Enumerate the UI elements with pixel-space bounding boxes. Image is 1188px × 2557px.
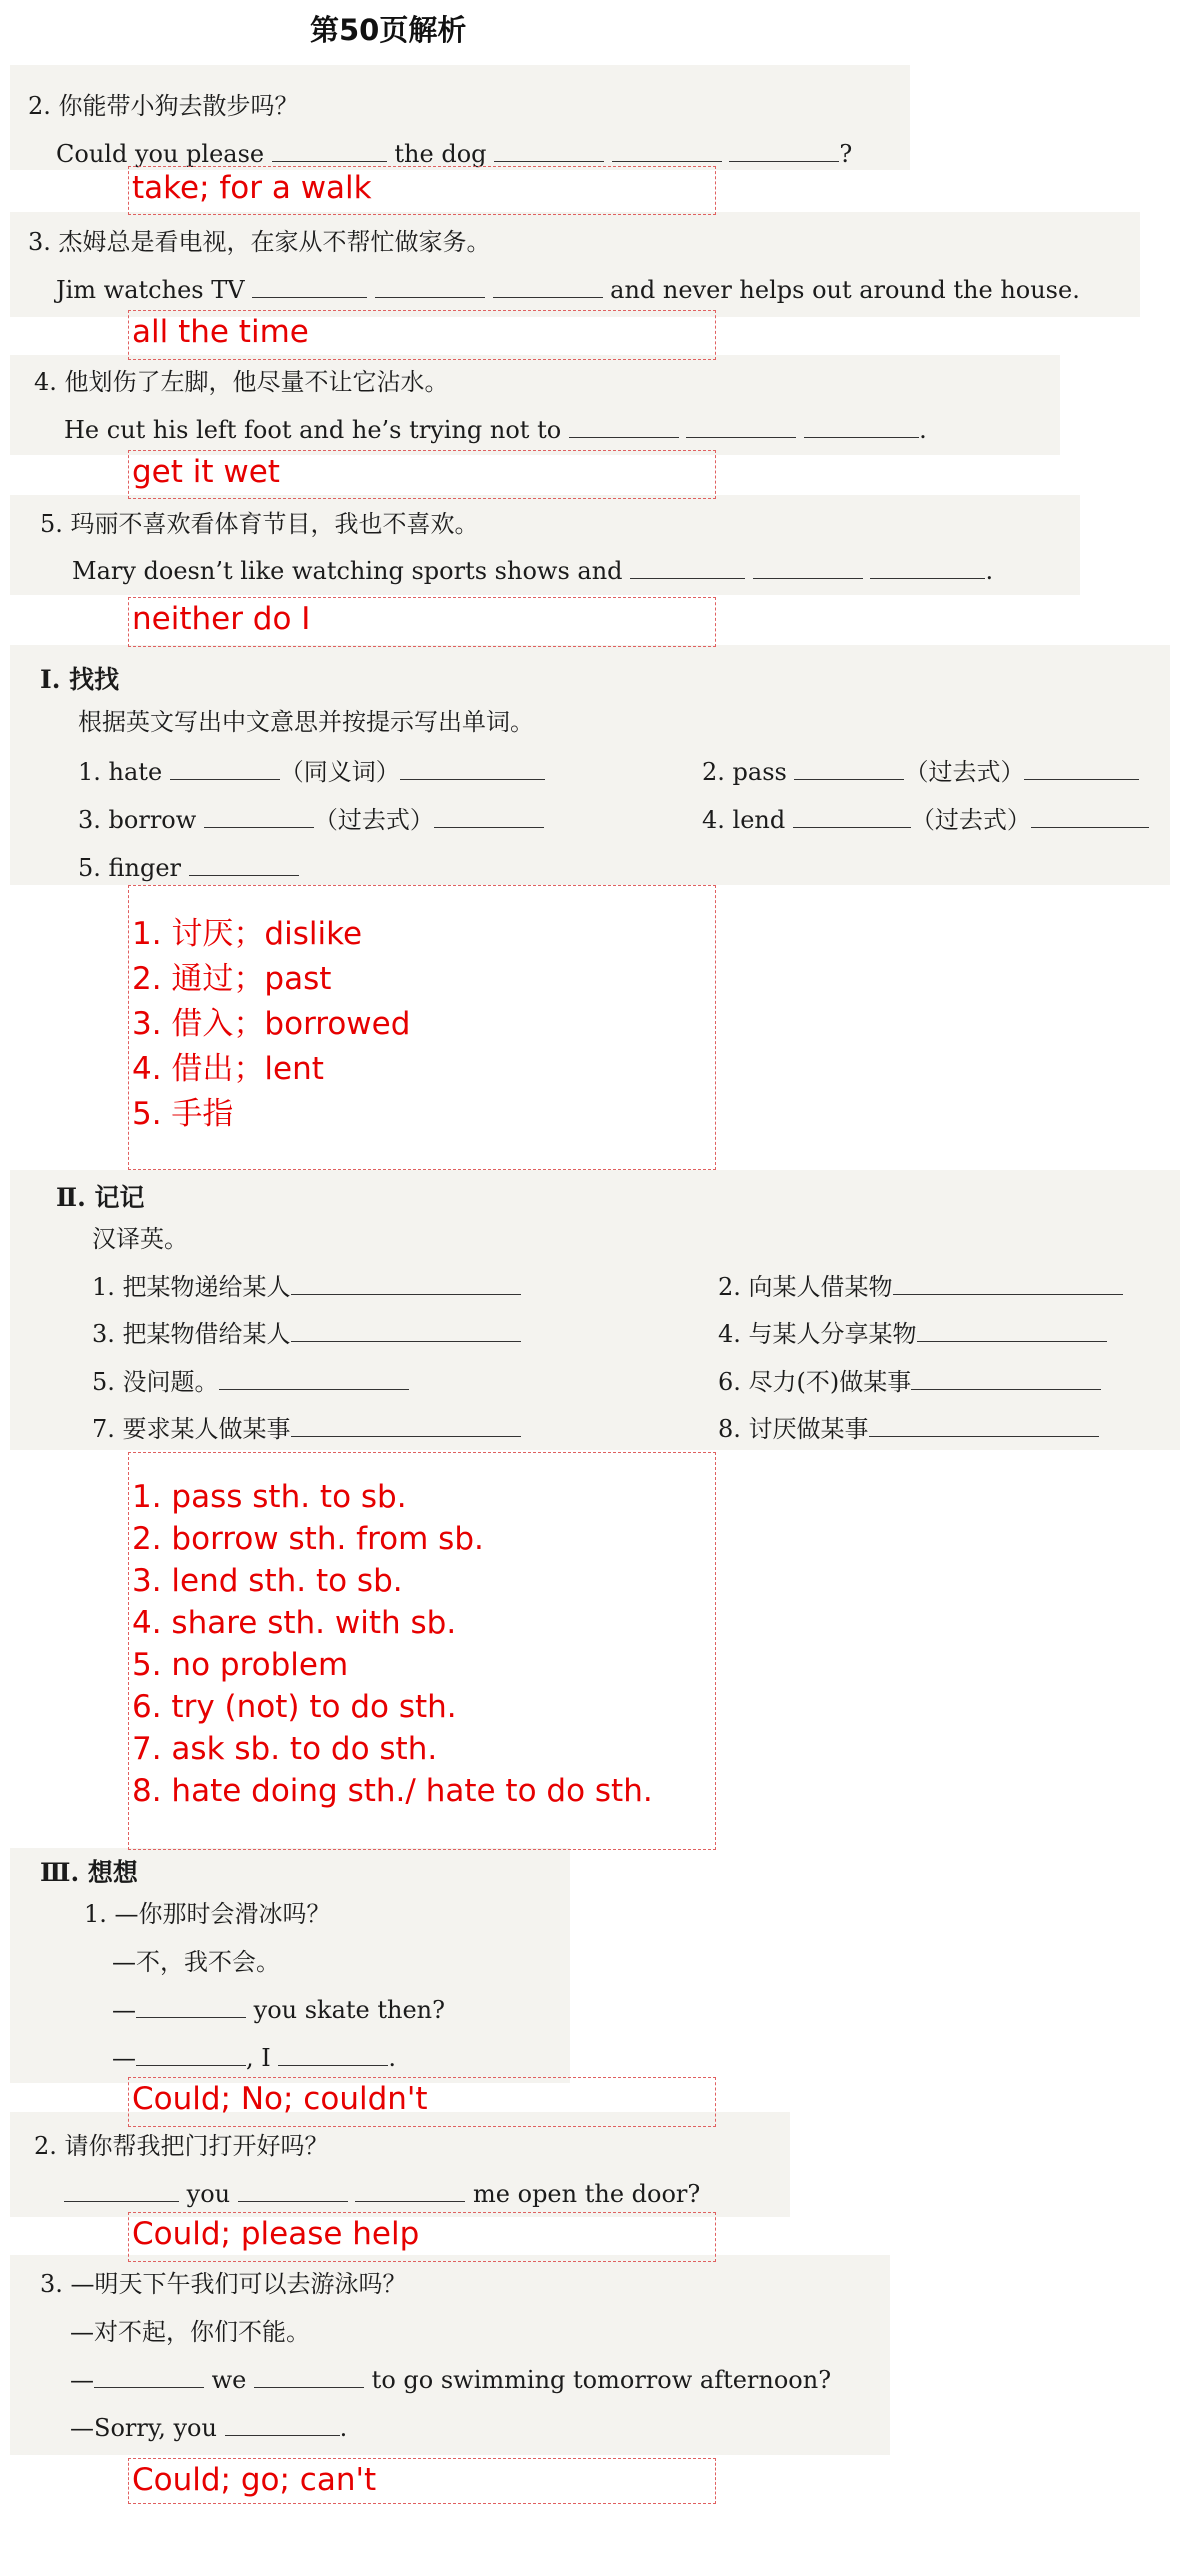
s3-q3-chinese-1: 3. —明天下午我们可以去游泳吗？ xyxy=(40,2270,407,2298)
blank xyxy=(355,2181,465,2202)
section1-item-5 xyxy=(78,854,299,883)
q3-english xyxy=(56,276,1080,305)
section1-heading: Ⅰ. 找找 xyxy=(40,665,120,694)
item-hint: （同义词） xyxy=(279,758,400,786)
q5-answer-box xyxy=(128,597,716,647)
s3-q3-english-1 xyxy=(70,2366,831,2395)
section2-item-3 xyxy=(92,1320,521,1349)
item-hint: （过去式） xyxy=(904,758,1025,786)
section2-instruction: 汉译英。 xyxy=(92,1225,188,1253)
blank xyxy=(278,2045,388,2066)
q2-text-b: the dog xyxy=(394,140,487,168)
q4-chinese: 4. 他划伤了左脚，他尽量不让它沾水。 xyxy=(34,368,449,396)
q3-chinese: 3. 杰姆总是看电视，在家从不帮忙做家务。 xyxy=(28,228,491,256)
q2-text-c: ? xyxy=(839,140,853,168)
q2-blank-3 xyxy=(612,141,722,162)
q2-answer-box xyxy=(128,166,716,215)
s3-q2-answer-box xyxy=(128,2212,716,2262)
item-text: 6. 尽力(不)做某事 xyxy=(718,1368,912,1396)
q4-text-b: . xyxy=(919,416,927,444)
item-word: 4. lend xyxy=(702,806,786,834)
blank xyxy=(136,1997,246,2018)
section2-answer-6: 6. try (not) to do sth. xyxy=(132,1689,457,1725)
q2-english xyxy=(56,140,852,169)
item-blank xyxy=(911,1369,1101,1390)
item-blank xyxy=(1024,759,1139,780)
q3-answer-box xyxy=(128,310,716,360)
section1-item-2 xyxy=(702,758,1139,787)
section1-answer-box xyxy=(128,885,716,1170)
item-word: 1. hate xyxy=(78,758,163,786)
s3-q1-english-1 xyxy=(112,1996,445,2025)
sentence-text: you skate then? xyxy=(253,1996,446,2024)
item-blank xyxy=(1031,807,1149,828)
section1-answer-1: 1. 讨厌；dislike xyxy=(132,916,363,952)
section1-item-1 xyxy=(78,758,545,787)
item-word: 5. finger xyxy=(78,854,182,882)
s3-q1-english-2 xyxy=(112,2044,396,2073)
section2-heading: Ⅱ. 记记 xyxy=(56,1183,145,1212)
item-blank xyxy=(291,1321,521,1342)
s3-q3-answer-box xyxy=(128,2458,716,2504)
item-text: 8. 讨厌做某事 xyxy=(718,1415,869,1443)
item-blank xyxy=(400,759,545,780)
q3-blank-2 xyxy=(375,277,485,298)
item-blank xyxy=(434,807,544,828)
item-text: 1. 把某物递给某人 xyxy=(92,1273,291,1301)
item-blank xyxy=(219,1369,409,1390)
item-blank xyxy=(204,807,314,828)
s3-q3-chinese-2: —对不起，你们不能。 xyxy=(70,2318,310,2346)
sentence-text: we xyxy=(211,2366,247,2394)
q3-blank-1 xyxy=(252,277,367,298)
section1-item-4 xyxy=(702,806,1149,835)
q3-text-a: Jim watches TV xyxy=(56,276,245,304)
section3-heading: Ⅲ. 想想 xyxy=(40,1858,138,1887)
section2-answer-8: 8. hate doing sth./ hate to do sth. xyxy=(132,1773,653,1809)
sentence-text: you xyxy=(186,2180,231,2208)
q4-blank-2 xyxy=(686,417,796,438)
q5-blank-2 xyxy=(753,558,863,579)
s3-q1-answer-box xyxy=(128,2077,716,2127)
q2-blank-2 xyxy=(494,141,604,162)
blank xyxy=(94,2367,204,2388)
item-text: 5. 没问题。 xyxy=(92,1368,219,1396)
section1-answer-3: 3. 借入；borrowed xyxy=(132,1006,411,1042)
q4-answer-box xyxy=(128,450,716,499)
q2-blank-4 xyxy=(729,141,839,162)
section1-answer-4: 4. 借出；lent xyxy=(132,1051,324,1087)
item-blank xyxy=(869,1416,1099,1437)
item-blank xyxy=(291,1274,521,1295)
q4-answer: get it wet xyxy=(132,454,280,490)
item-blank xyxy=(291,1416,521,1437)
item-blank xyxy=(893,1274,1123,1295)
item-blank xyxy=(170,759,280,780)
page-title: 第50页解析 xyxy=(310,13,467,47)
q5-blank-1 xyxy=(630,558,745,579)
q3-blank-3 xyxy=(493,277,603,298)
blank xyxy=(238,2181,348,2202)
blank xyxy=(254,2367,364,2388)
q2-blank-1 xyxy=(272,141,387,162)
s3-q2-answer: Could; please help xyxy=(132,2216,420,2252)
item-blank xyxy=(917,1321,1107,1342)
section2-item-1 xyxy=(92,1273,521,1302)
q4-blank-3 xyxy=(804,417,919,438)
q4-blank-1 xyxy=(569,417,679,438)
q3-text-b: and never helps out around the house. xyxy=(610,276,1080,304)
section2-answer-2: 2. borrow sth. from sb. xyxy=(132,1521,484,1557)
item-blank xyxy=(793,807,911,828)
sentence-text: to go swimming tomorrow afternoon? xyxy=(371,2366,832,2394)
section2-item-5 xyxy=(92,1368,409,1397)
section2-answer-4: 4. share sth. with sb. xyxy=(132,1605,457,1641)
sentence-text: , I xyxy=(246,2044,271,2072)
section2-answer-7: 7. ask sb. to do sth. xyxy=(132,1731,438,1767)
section2-answer-1: 1. pass sth. to sb. xyxy=(132,1479,407,1515)
s3-q1-chinese-1: 1. —你那时会滑冰吗？ xyxy=(84,1900,331,1928)
section2-answer-5: 5. no problem xyxy=(132,1647,349,1683)
item-hint: （过去式） xyxy=(910,806,1031,834)
section2-item-4 xyxy=(718,1320,1107,1349)
s3-q2-chinese: 2. 请你帮我把门打开好吗？ xyxy=(34,2132,329,2160)
scan-strip-section2 xyxy=(10,1170,1180,1450)
item-text: 7. 要求某人做某事 xyxy=(92,1415,291,1443)
section1-answer-2: 2. 通过；past xyxy=(132,961,332,997)
s3-q3-english-2 xyxy=(70,2414,347,2443)
section2-item-8 xyxy=(718,1415,1099,1444)
section2-item-6 xyxy=(718,1368,1101,1397)
s3-q1-answer: Could; No; couldn't xyxy=(132,2081,428,2117)
section2-item-7 xyxy=(92,1415,521,1444)
section2-answer-3: 3. lend sth. to sb. xyxy=(132,1563,403,1599)
blank xyxy=(136,2045,246,2066)
q2-text-a: Could you please xyxy=(56,140,265,168)
sentence-text: me open the door? xyxy=(473,2180,701,2208)
item-blank xyxy=(189,855,299,876)
item-blank xyxy=(794,759,904,780)
q5-text-b: . xyxy=(985,557,994,585)
q5-answer: neither do I xyxy=(132,601,311,637)
q2-answer: take; for a walk xyxy=(132,170,372,206)
item-text: 3. 把某物借给某人 xyxy=(92,1320,291,1348)
q5-chinese: 5. 玛丽不喜欢看体育节目，我也不喜欢。 xyxy=(40,510,479,538)
item-hint: （过去式） xyxy=(313,806,434,834)
dash: — xyxy=(112,1996,136,2024)
q4-text-a: He cut his left foot and he’s trying not to xyxy=(64,416,562,444)
dash: — xyxy=(112,2044,136,2072)
sentence-text: . xyxy=(388,2044,397,2072)
section1-item-3 xyxy=(78,806,544,835)
sentence-text: —Sorry, you xyxy=(70,2414,217,2442)
q3-answer: all the time xyxy=(132,314,309,350)
q2-chinese: 2. 你能带小狗去散步吗？ xyxy=(28,92,299,120)
q5-blank-3 xyxy=(870,558,985,579)
section1-instruction: 根据英文写出中文意思并按提示写出单词。 xyxy=(78,708,534,736)
section1-answer-5: 5. 手指 xyxy=(132,1096,234,1132)
q5-english xyxy=(72,557,993,586)
q4-english xyxy=(64,416,927,445)
dash: — xyxy=(70,2366,94,2394)
section2-item-2 xyxy=(718,1273,1123,1302)
item-text: 2. 向某人借某物 xyxy=(718,1273,893,1301)
blank xyxy=(225,2415,340,2436)
s3-q1-chinese-2: —不，我不会。 xyxy=(112,1948,280,1976)
sentence-text: . xyxy=(339,2414,348,2442)
s3-q2-english xyxy=(64,2180,700,2209)
item-text: 4. 与某人分享某物 xyxy=(718,1320,917,1348)
section2-answer-box xyxy=(128,1452,716,1850)
q5-text-a: Mary doesn’t like watching sports shows and xyxy=(72,557,623,585)
s3-q3-answer: Could; go; can't xyxy=(132,2462,377,2498)
item-word: 2. pass xyxy=(702,758,787,786)
item-word: 3. borrow xyxy=(78,806,197,834)
blank xyxy=(64,2181,179,2202)
